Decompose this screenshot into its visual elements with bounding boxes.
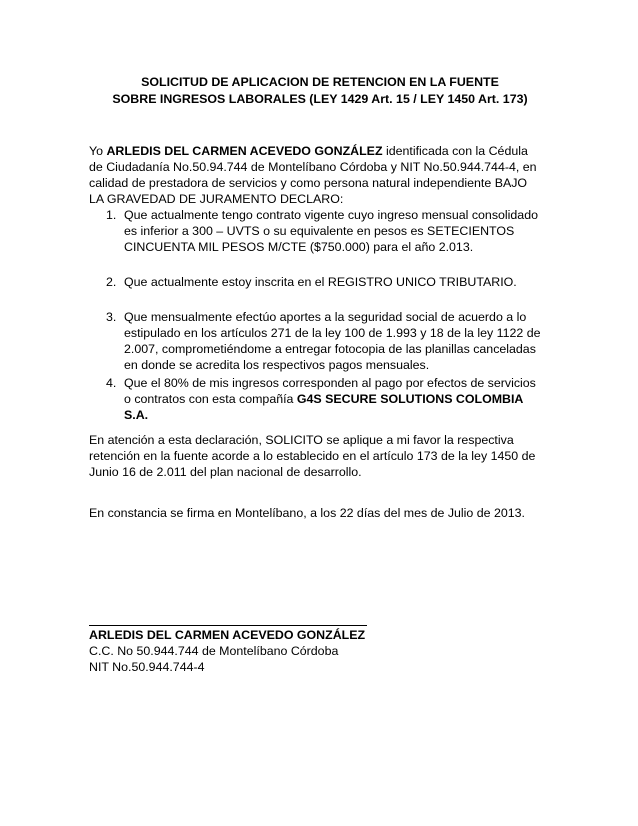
closing-paragraph: En constancia se firma en Montelíbano, a los 22 días del mes de Julio de 2013. xyxy=(89,506,526,520)
intro-line-4: LA GRAVEDAD DE JURAMENTO DECLARO: xyxy=(89,192,344,206)
intro-prefix: Yo xyxy=(89,144,107,158)
list-item-number: 1. xyxy=(106,208,117,222)
signature-line xyxy=(89,625,367,626)
list-item-line: en donde se acredita los respectivos pagos mensuales. xyxy=(124,358,430,372)
company-name-suffix: S.A. xyxy=(124,408,149,422)
signature-id: C.C. No 50.944.744 de Montelíbano Córdoba xyxy=(89,644,339,658)
list-item-line: Que el 80% de mis ingresos corresponden al pago por efectos de servicios xyxy=(124,376,536,390)
list-item-number: 2. xyxy=(106,275,117,289)
title-line-2: SOBRE INGRESOS LABORALES (LEY 1429 Art. 15 / LEY 1450 Art. 173) xyxy=(112,91,528,106)
list-item-line: CINCUENTA MIL PESOS M/CTE ($750.000) para el año 2.013. xyxy=(124,240,474,254)
request-line-3: Junio 16 de 2.011 del plan nacional de desarrollo. xyxy=(89,465,362,479)
list-item-line: 2.007, comprometiéndome a entregar fotocopia de las planillas canceladas xyxy=(124,342,536,356)
intro-line-1 xyxy=(89,143,559,159)
intro-suffix: identificada con la Cédula xyxy=(382,144,528,158)
request-line-2: retención en la fuente acorde a lo establecido en el artículo 173 de la ley 1450 de xyxy=(89,449,536,463)
list-item-text xyxy=(124,375,536,423)
list-item-line: Que mensualmente efectúo aportes a la seguridad social de acuerdo a lo xyxy=(124,310,527,324)
request-paragraph xyxy=(89,432,559,480)
title-line-1: SOLICITUD DE APLICACION DE RETENCION EN LA FUENTE xyxy=(141,75,499,89)
list-item-text xyxy=(124,309,541,373)
list-item-line: estipulado en los artículos 271 de la ley 100 de 1.993 y 18 de la ley 1122 de xyxy=(124,326,541,340)
list-item-text xyxy=(124,207,538,255)
signature-nit: NIT No.50.944.744-4 xyxy=(89,660,205,674)
signature-name: ARLEDIS DEL CARMEN ACEVEDO GONZÁLEZ xyxy=(89,628,366,642)
list-item-text xyxy=(124,274,517,290)
list-item-number: 3. xyxy=(106,310,117,324)
declarant-name: ARLEDIS DEL CARMEN ACEVEDO GONZÁLEZ xyxy=(106,144,383,158)
list-item-line: Que actualmente tengo contrato vigente cuyo ingreso mensual consolidado xyxy=(124,208,538,222)
request-line-1: En atención a esta declaración, SOLICITO se aplique a mi favor la respectiva xyxy=(89,433,514,447)
list-item-line xyxy=(124,391,536,407)
list-item-line: Que actualmente estoy inscrita en el REGISTRO UNICO TRIBUTARIO. xyxy=(124,275,517,289)
intro-line-2: de Ciudadanía No.50.94.744 de Montelíbano Córdoba y NIT No.50.944.744-4, en xyxy=(89,160,537,174)
list-item-line: es inferior a 300 – UVTS o su equivalente en pesos es SETECIENTOS xyxy=(124,224,515,238)
document-title xyxy=(80,74,560,107)
list-item-number: 4. xyxy=(106,376,117,390)
intro-paragraph xyxy=(89,143,559,207)
intro-line-3: calidad de prestadora de servicios y como persona natural independiente BAJO xyxy=(89,176,528,190)
company-name: G4S SECURE SOLUTIONS COLOMBIA xyxy=(296,392,524,406)
list-item-text-prefix: o contratos con esta compañía xyxy=(124,392,297,406)
